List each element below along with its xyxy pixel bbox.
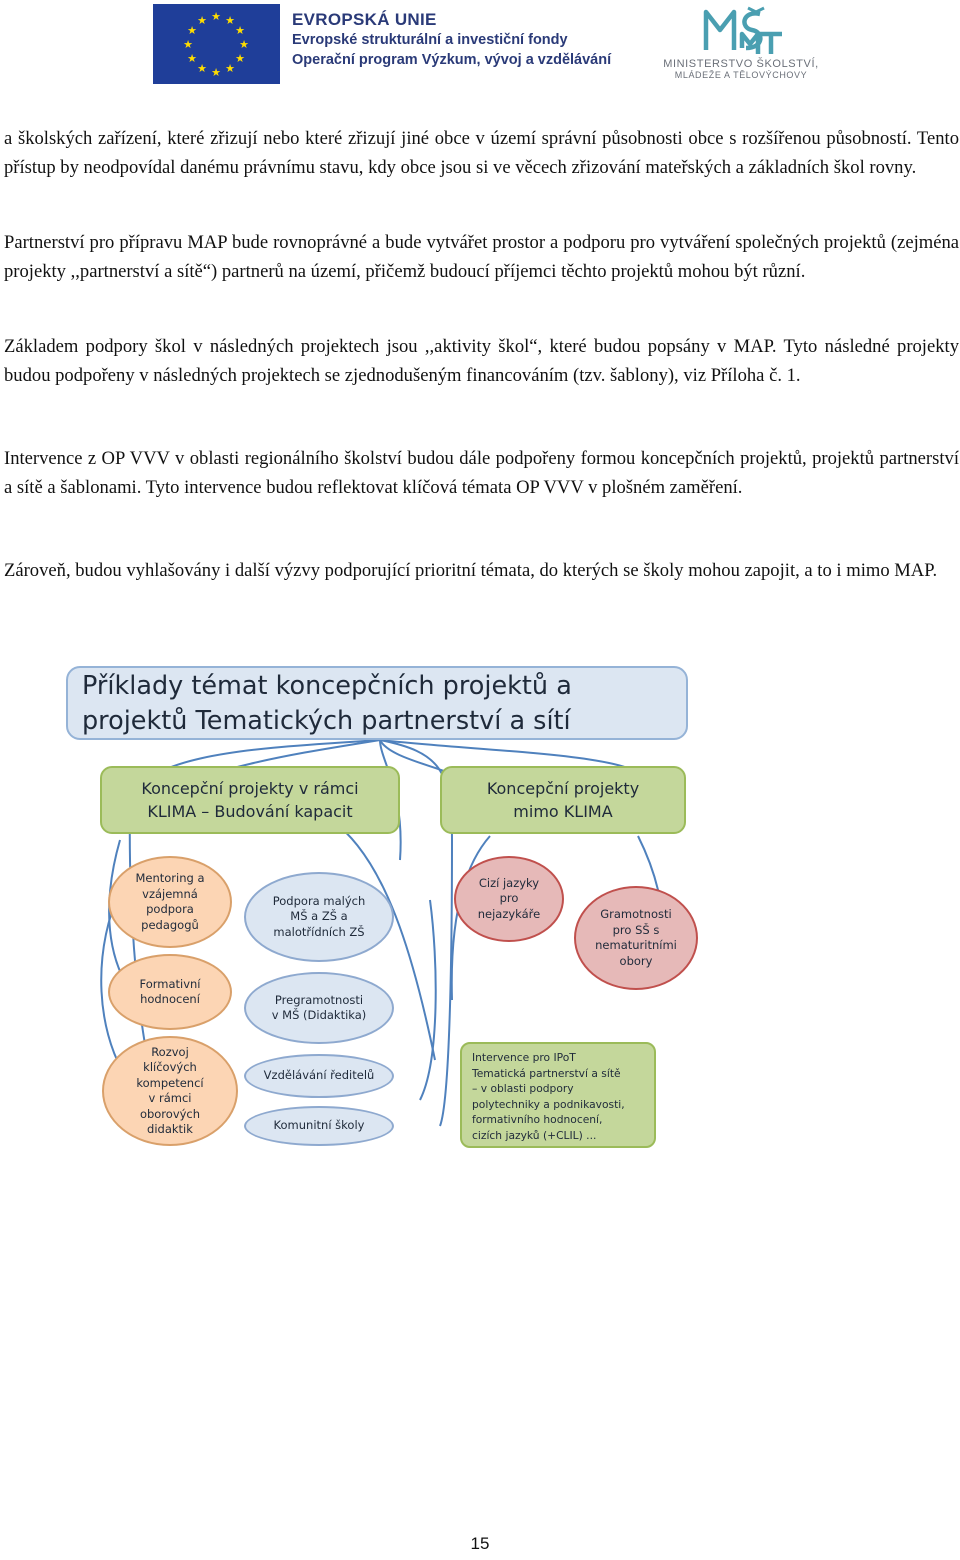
node-komunitni [244, 1106, 394, 1146]
svg-text:★: ★ [239, 39, 249, 51]
node-podpora-malych [244, 872, 394, 962]
node-mentoring-l4: pedagogů [141, 917, 199, 932]
right-group-line1: Koncepční projekty [486, 779, 640, 798]
node-formativni [108, 954, 232, 1030]
svg-text:★: ★ [197, 15, 207, 27]
svg-text:★: ★ [211, 67, 221, 79]
paragraph-5: Zároveň, budou vyhlašovány i další výzvy podporující prioritní témata, do kterých se školy mohou zapojit, a to i mimo MAP. [4, 560, 938, 581]
intervence-l6: cizích jazyků (+CLIL) ... [472, 1128, 597, 1142]
node-gramotnosti-l4: obory [619, 953, 653, 968]
node-mentoring-l2: vzájemná [142, 886, 198, 901]
node-rozvoj [102, 1036, 238, 1146]
svg-text:★: ★ [187, 25, 197, 37]
node-mentoring-l3: podpora [146, 902, 194, 916]
node-formativni-l2: hodnocení [140, 992, 200, 1006]
eu-caption-line2: Evropské strukturální a investiční fondy [292, 32, 568, 48]
intervence-l2: Tematická partnerství a sítě [472, 1066, 621, 1080]
intervence-card [460, 1042, 656, 1148]
node-podpora-l3: malotřídních ZŠ [273, 924, 365, 939]
node-podpora-l1: Podpora malých [272, 893, 366, 908]
node-pregramotnosti [244, 972, 394, 1044]
node-cizi-l1: Cizí jazyky [478, 875, 540, 890]
node-rozvoj-l1: Rozvoj [151, 1044, 189, 1059]
svg-text:★: ★ [225, 63, 235, 75]
node-rozvoj-l4: v rámci [148, 1091, 192, 1105]
node-gramotnosti-l3: nematuritními [595, 938, 677, 952]
paragraph-3: Základem podpory škol v následných projektech jsou ,,aktivity škol“, které budou popsány v MAP. Tyto následné projekty budou podpořeny v následných projektech se zjednodušeným financováním (tzv. šablony), viz Příloha č. 1. [4, 336, 959, 386]
left-group-box [100, 766, 400, 834]
node-gramotnosti [574, 886, 698, 990]
diagram-title-line2: projektů Tematických partnerství a sítí [82, 706, 571, 736]
node-gramotnosti-l1: Gramotnosti [600, 907, 672, 921]
diagram-title [66, 666, 688, 740]
page-number: 15 [470, 1534, 490, 1553]
svg-text:★: ★ [235, 53, 245, 65]
svg-text:★: ★ [211, 11, 221, 23]
paragraph-1: a školských zařízení, které zřizují nebo které zřizují jiné obce v území správní působnosti obce s rozšířenou působností. Tento přístup by neodpovídal danému právnímu stavu, kdy obce jsou si ve věcech zřizování mateřských a základních škol rovny. [4, 128, 959, 178]
node-komunitni-l1: Komunitní školy [273, 1118, 365, 1133]
node-rozvoj-l3: kompetencí [136, 1075, 204, 1090]
intervence-l4: polytechniky a podnikavosti, [472, 1097, 625, 1111]
paragraph-2: Partnerství pro přípravu MAP bude rovnoprávné a bude vytvářet prostor a podporu pro vytváření společných projektů (zejména projekty ,,partnerství a sítě“) partnerů na území, přičemž budoucí příjemci těchto projektů mohou být různí. [4, 232, 959, 282]
node-podpora-l2: MŠ a ZŠ a [290, 909, 348, 924]
svg-text:★: ★ [197, 63, 207, 75]
node-rozvoj-l5: oborových [139, 1106, 201, 1121]
paragraph-4: Intervence z OP VVV v oblasti regionálního školství budou dále podpořeny formou koncepčních projektů, projektů partnerství a sítě a šablonami. Tyto intervence budou reflektovat klíčová témata OP VVV v plošném zaměření. [4, 448, 959, 498]
intervence-l3: – v oblasti podpory [472, 1082, 574, 1096]
node-mentoring-l1: Mentoring a [135, 871, 205, 885]
diagram-title-line1: Příklady témat koncepčních projektů a [82, 671, 572, 701]
project-topics-diagram [60, 660, 700, 1152]
right-group-box [440, 766, 686, 834]
node-rozvoj-l2: klíčových [143, 1060, 197, 1074]
node-pregramotnosti-l1: Pregramotnosti [274, 992, 364, 1007]
right-group-line2: mimo KLIMA [513, 802, 613, 821]
intervence-l1: Intervence pro IPoT [472, 1051, 576, 1064]
eu-caption [292, 10, 611, 72]
node-formativni-l1: Formativní [139, 976, 201, 991]
eu-caption-line1: EVROPSKÁ UNIE [292, 10, 437, 29]
msmt-caption-line2: MLÁDEŽE A TĚLOVÝCHOVY [674, 70, 808, 80]
svg-text:★: ★ [187, 53, 197, 65]
node-vzdelavani [244, 1054, 394, 1098]
svg-text:★: ★ [235, 25, 245, 37]
node-cizi-jazyky [454, 856, 564, 942]
msmt-caption [656, 58, 826, 81]
eu-stars [153, 4, 280, 84]
node-vzdelavani-l1: Vzdělávání ředitelů [263, 1068, 375, 1083]
node-cizi-l3: nejazykáře [477, 906, 541, 921]
intervence-l5: formativního hodnocení, [472, 1113, 603, 1127]
left-group-line2: KLIMA – Budování kapacit [147, 802, 353, 821]
eu-caption-line3: Operační program Výzkum, vývoj a vzdělávání [292, 52, 612, 68]
svg-text:★: ★ [183, 39, 193, 51]
eu-flag-icon [153, 4, 280, 84]
left-group-line1: Koncepční projekty v rámci [141, 779, 359, 798]
node-rozvoj-l6: didaktik [147, 1122, 193, 1136]
node-pregramotnosti-l2: v MŠ (Didaktika) [271, 1008, 367, 1022]
node-mentoring [108, 856, 232, 948]
svg-text:★: ★ [225, 15, 235, 27]
msmt-caption-line1: MINISTERSTVO ŠKOLSTVÍ, [663, 58, 819, 70]
node-cizi-l2: pro [499, 891, 519, 906]
node-gramotnosti-l2: pro SŠ s [612, 922, 660, 937]
